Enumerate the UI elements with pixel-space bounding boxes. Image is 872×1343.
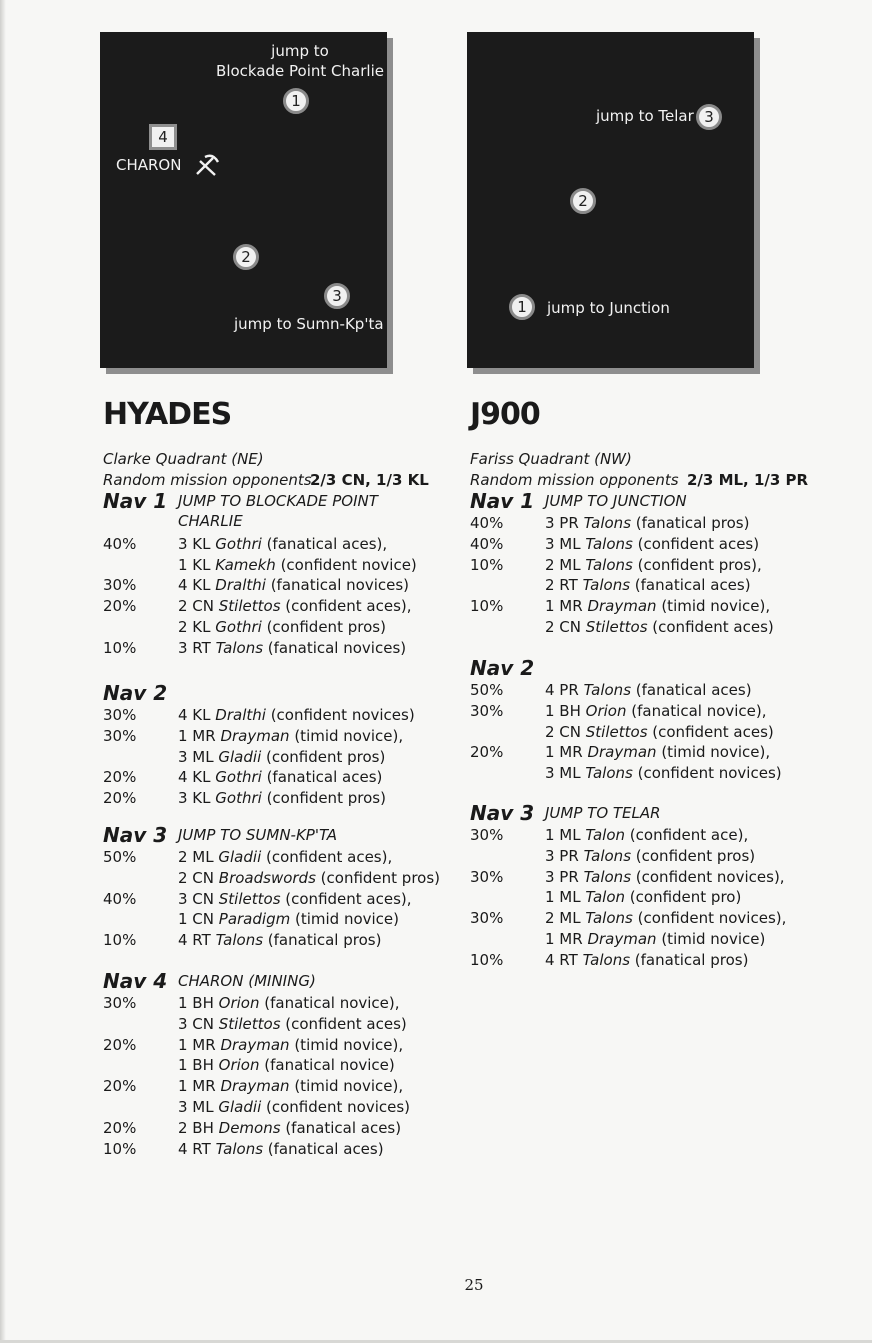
pilot-skill: (timid novice), xyxy=(289,726,404,745)
pilot-skill: (timid novice), xyxy=(656,597,771,616)
pilot-skill: (fanatical aces) xyxy=(630,576,751,595)
encounter-chance: 50% xyxy=(470,681,504,699)
ship-class: Talons xyxy=(585,555,633,574)
encounter-line xyxy=(178,767,443,788)
opponents-value: 2/3 CN, 1/3 KL xyxy=(310,471,429,489)
encounter-chance: 30% xyxy=(103,706,137,724)
ship-class: Drayman xyxy=(220,1035,290,1054)
ship-count-faction: 4 KL xyxy=(178,576,216,595)
encounter-line xyxy=(178,747,443,768)
encounter-chance: 10% xyxy=(470,950,504,969)
ship-class: Gothri xyxy=(215,768,262,787)
scan-edge xyxy=(0,0,6,1343)
encounter-chance: 30% xyxy=(103,726,137,745)
j900-jump1-label: jump to Junction xyxy=(547,299,670,317)
ship-count-faction: 3 KL xyxy=(178,789,216,808)
pilot-skill: (confident pros) xyxy=(315,868,441,887)
ship-class: Orion xyxy=(585,701,627,720)
ship-class: Talon xyxy=(585,826,626,844)
ship-count-faction: 1 MR xyxy=(545,929,588,948)
system-title: J900 xyxy=(470,397,540,432)
quadrant-text: Fariss Quadrant (NW) xyxy=(470,450,632,468)
j900-nav-marker-2: 2 xyxy=(570,188,596,214)
ship-class: Drayman xyxy=(587,597,657,616)
hyades-nav-marker-2: 2 xyxy=(233,244,259,270)
nav-title: Nav 2 xyxy=(103,681,168,705)
pilot-skill: (confident aces) xyxy=(632,534,760,553)
ship-class: Talons xyxy=(585,909,633,928)
encounter-chance: 30% xyxy=(470,867,504,886)
ship-count-faction: 1 MR xyxy=(178,1035,221,1054)
ship-count-faction: 2 CN xyxy=(545,617,586,636)
encounter-line xyxy=(178,555,443,576)
ship-count-faction: 1 CN xyxy=(178,910,219,929)
encounter-chance: 30% xyxy=(470,909,504,928)
encounter-line xyxy=(545,887,830,908)
nav-title: Nav 1 xyxy=(103,489,168,513)
encounter-row xyxy=(103,726,443,768)
ship-class: Broadswords xyxy=(218,868,316,887)
ship-count-faction: 1 MR xyxy=(545,743,588,762)
encounter-row xyxy=(103,1118,443,1139)
encounter-line xyxy=(545,701,830,722)
mining-pick-icon xyxy=(194,152,220,178)
encounter-line xyxy=(178,617,443,638)
encounter-line xyxy=(545,825,830,846)
ship-class: Demons xyxy=(218,1118,281,1137)
ship-class: Talons xyxy=(583,514,632,532)
ship-class: Drayman xyxy=(587,743,657,762)
pilot-skill: (fanatical aces) xyxy=(263,1139,384,1158)
opponents-row xyxy=(103,470,443,491)
j900-map xyxy=(467,32,754,368)
ship-class: Gladii xyxy=(218,848,262,866)
ship-class: Stilettos xyxy=(218,889,281,908)
ship-class: Talons xyxy=(582,576,631,595)
j900-section xyxy=(470,394,830,969)
nav-header xyxy=(103,971,443,993)
encounter-chance: 40% xyxy=(103,534,137,553)
encounter-row xyxy=(103,993,443,1035)
opponents-row xyxy=(470,470,830,491)
ship-class: Talon xyxy=(585,888,626,907)
encounter-chance: 20% xyxy=(103,1035,137,1054)
ship-count-faction: 3 CN xyxy=(178,889,219,908)
encounter-line xyxy=(178,1014,443,1035)
encounter-row xyxy=(103,705,443,726)
ship-class: Dralthi xyxy=(215,576,266,595)
ship-count-faction: 3 PR xyxy=(545,514,584,532)
encounter-chance: 40% xyxy=(470,534,504,553)
opponents-value: 2/3 ML, 1/3 PR xyxy=(687,471,809,489)
encounter-chance: 50% xyxy=(103,848,137,866)
ship-count-faction: 2 ML xyxy=(545,909,586,928)
ship-class: Talons xyxy=(583,846,632,865)
ship-class: Talons xyxy=(215,931,264,950)
encounter-row xyxy=(103,1076,443,1118)
ship-class: Dralthi xyxy=(215,706,266,724)
nav-title: Nav 2 xyxy=(470,656,535,680)
nav-block-3 xyxy=(103,825,443,951)
ship-class: Orion xyxy=(218,994,260,1012)
ship-count-faction: 2 ML xyxy=(545,555,586,574)
j900-nav-marker-3: 3 xyxy=(696,104,722,130)
ship-count-faction: 3 ML xyxy=(178,747,219,766)
ship-count-faction: 4 KL xyxy=(178,706,216,724)
encounter-row xyxy=(470,555,830,597)
encounter-row xyxy=(470,596,830,638)
ship-class: Gothri xyxy=(215,789,262,808)
ship-class: Gladii xyxy=(218,747,262,766)
encounter-chance: 30% xyxy=(470,826,504,844)
ship-count-faction: 1 KL xyxy=(178,555,216,574)
hyades-jump3-label: jump to Sumn-Kp'ta xyxy=(234,315,384,333)
pilot-skill: (timid novice) xyxy=(290,910,399,929)
nav-title: Nav 3 xyxy=(470,801,535,825)
ship-count-faction: 1 ML xyxy=(545,826,586,844)
pilot-skill: (confident novices), xyxy=(631,867,785,886)
encounter-line xyxy=(178,889,443,910)
encounter-row xyxy=(103,534,443,576)
ship-count-faction: 3 PR xyxy=(545,846,584,865)
pilot-skill: (confident novices) xyxy=(265,706,415,724)
encounter-row xyxy=(103,1035,443,1077)
nav-block-2 xyxy=(470,658,830,784)
encounter-line xyxy=(178,847,443,868)
encounter-line xyxy=(545,513,830,534)
hyades-nav-marker-3: 3 xyxy=(324,283,350,309)
ship-count-faction: 2 RT xyxy=(545,576,583,595)
encounter-line xyxy=(178,868,443,889)
encounter-line xyxy=(545,596,830,617)
ship-count-faction: 3 CN xyxy=(178,1014,219,1033)
encounter-row xyxy=(103,847,443,889)
encounter-line xyxy=(545,763,830,784)
ship-class: Gothri xyxy=(215,617,262,636)
pilot-skill: (fanatical aces) xyxy=(261,768,383,787)
ship-count-faction: 2 CN xyxy=(178,868,219,887)
pilot-skill: (fanatical aces) xyxy=(280,1118,402,1137)
j900-jump3-label: jump to Telar xyxy=(596,107,694,125)
ship-class: Stilettos xyxy=(218,597,281,616)
encounter-chance: 10% xyxy=(103,638,137,657)
pilot-skill: (confident ace), xyxy=(625,826,749,844)
ship-class: Stilettos xyxy=(585,722,648,741)
pilot-skill: (confident pros) xyxy=(631,846,756,865)
hyades-jump1-label: jump to Blockade Point Charlie xyxy=(216,42,384,80)
hyades-base-label: CHARON xyxy=(116,156,182,174)
encounter-line xyxy=(545,867,830,888)
ship-class: Drayman xyxy=(220,1077,290,1096)
encounter-chance: 30% xyxy=(470,701,504,720)
ship-class: Gladii xyxy=(218,1097,262,1116)
nav-title: Nav 3 xyxy=(103,823,168,847)
nav-block-1 xyxy=(103,491,443,659)
encounter-row xyxy=(470,908,830,950)
nav-block-3 xyxy=(470,803,830,971)
pilot-skill: (confident pros), xyxy=(632,555,762,574)
ship-class: Stilettos xyxy=(218,1014,281,1033)
pilot-skill: (confident aces) xyxy=(647,617,774,636)
quadrant-text: Clarke Quadrant (NE) xyxy=(103,450,264,468)
pilot-skill: (confident pros) xyxy=(261,789,386,808)
encounter-line xyxy=(178,575,443,596)
encounter-line xyxy=(178,726,443,747)
ship-class: Talons xyxy=(585,764,633,783)
ship-count-faction: 3 PR xyxy=(545,867,584,886)
ship-count-faction: 1 MR xyxy=(545,597,588,616)
encounter-chance: 10% xyxy=(103,1139,137,1158)
encounter-row xyxy=(470,513,830,534)
ship-count-faction: 1 BH xyxy=(545,701,586,720)
pilot-skill: (fanatical novices) xyxy=(265,576,410,595)
encounter-line xyxy=(545,929,830,950)
ship-count-faction: 4 KL xyxy=(178,768,216,787)
pilot-skill: (confident pros) xyxy=(261,747,386,766)
nav-header xyxy=(470,491,830,513)
opponents-label: Random mission opponents xyxy=(103,471,312,489)
opponents-label: Random mission opponents xyxy=(470,471,679,489)
encounter-row xyxy=(470,534,830,555)
ship-class: Drayman xyxy=(587,929,657,948)
ship-count-faction: 2 KL xyxy=(178,617,216,636)
encounter-row xyxy=(470,867,830,909)
encounter-row xyxy=(470,701,830,743)
encounter-chance: 30% xyxy=(103,576,137,595)
ship-count-faction: 1 MR xyxy=(178,726,221,745)
ship-count-faction: 3 KL xyxy=(178,534,216,553)
ship-class: Talons xyxy=(215,1139,264,1158)
nav-block-1 xyxy=(470,491,830,638)
ship-class: Talons xyxy=(582,950,631,969)
ship-class: Talons xyxy=(215,638,264,657)
nav-title: Nav 4 xyxy=(103,969,168,993)
encounter-line xyxy=(545,617,830,638)
pilot-skill: (confident novices) xyxy=(632,764,782,783)
encounter-chance: 10% xyxy=(103,931,137,950)
nav-title: Nav 1 xyxy=(470,489,535,513)
encounter-row xyxy=(103,575,443,596)
encounter-row xyxy=(470,680,830,701)
ship-count-faction: 1 BH xyxy=(178,1056,219,1075)
nav-destination: CHARON (MINING) xyxy=(178,972,316,990)
pilot-skill: (confident aces), xyxy=(261,848,393,866)
j900-nav-marker-1: 1 xyxy=(509,294,535,320)
ship-count-faction: 4 RT xyxy=(545,950,583,969)
hyades-base-marker-label: 4 xyxy=(152,127,174,147)
encounter-line xyxy=(178,1035,443,1056)
encounter-line xyxy=(178,1076,443,1097)
encounter-line xyxy=(178,705,443,726)
ship-class: Talons xyxy=(583,681,632,699)
encounter-line xyxy=(178,930,443,951)
encounter-row xyxy=(470,950,830,971)
encounter-row xyxy=(103,788,443,809)
encounter-chance: 20% xyxy=(470,743,504,762)
encounter-chance: 40% xyxy=(470,514,504,532)
encounter-row xyxy=(103,1139,443,1160)
encounter-chance: 20% xyxy=(103,768,137,787)
nav-header xyxy=(470,658,830,680)
encounter-chance: 40% xyxy=(103,889,137,908)
encounter-line xyxy=(178,596,443,617)
encounter-line xyxy=(545,846,830,867)
encounter-line xyxy=(178,638,443,659)
pilot-skill: (fanatical pros) xyxy=(630,950,749,969)
encounter-line xyxy=(545,908,830,929)
nav-block-4 xyxy=(103,971,443,1159)
encounter-row xyxy=(103,930,443,951)
pilot-skill: (fanatical aces) xyxy=(631,681,752,699)
encounter-chance: 10% xyxy=(470,597,504,616)
nav-destination: JUMP TO JUNCTION xyxy=(545,492,687,510)
pilot-skill: (fanatical aces), xyxy=(261,534,388,553)
ship-class: Stilettos xyxy=(585,617,648,636)
pilot-skill: (fanatical pros) xyxy=(631,514,750,532)
encounter-row xyxy=(103,638,443,659)
encounter-row xyxy=(103,767,443,788)
pilot-skill: (fanatical novice), xyxy=(259,994,400,1012)
nav-block-2 xyxy=(103,683,443,809)
encounter-line xyxy=(178,1097,443,1118)
encounter-line xyxy=(178,534,443,555)
hyades-nav-marker-1: 1 xyxy=(283,88,309,114)
encounter-row xyxy=(470,825,830,867)
ship-count-faction: 1 ML xyxy=(545,888,586,907)
encounter-chance: 20% xyxy=(103,1118,137,1137)
ship-count-faction: 3 ML xyxy=(178,1097,219,1116)
encounter-line xyxy=(545,534,830,555)
encounter-line xyxy=(178,788,443,809)
pilot-skill: (confident novices) xyxy=(261,1097,411,1116)
pilot-skill: (confident aces) xyxy=(647,722,774,741)
nav-header xyxy=(103,825,443,847)
pilot-skill: (timid novice), xyxy=(656,743,771,762)
ship-count-faction: 2 ML xyxy=(178,848,219,866)
ship-count-faction: 2 CN xyxy=(178,597,219,616)
encounter-row xyxy=(103,889,443,931)
nav-header xyxy=(103,683,443,705)
ship-count-faction: 4 PR xyxy=(545,681,584,699)
pilot-skill: (timid novice), xyxy=(289,1077,404,1096)
ship-count-faction: 3 ML xyxy=(545,534,586,553)
pilot-skill: (fanatical novice), xyxy=(626,701,767,720)
encounter-chance: 10% xyxy=(470,555,504,574)
pilot-skill: (fanatical novices) xyxy=(263,638,407,657)
page-number: 25 xyxy=(464,1276,484,1294)
system-title: HYADES xyxy=(103,397,232,432)
encounter-line xyxy=(178,1118,443,1139)
ship-class: Talons xyxy=(583,867,632,886)
encounter-chance: 20% xyxy=(103,1077,137,1096)
pilot-skill: (timid novice) xyxy=(656,929,766,948)
encounter-line xyxy=(178,993,443,1014)
nav-header xyxy=(470,803,830,825)
ship-class: Kamekh xyxy=(215,555,276,574)
nav-destination: JUMP TO TELAR xyxy=(545,804,661,822)
encounter-chance: 20% xyxy=(103,597,137,616)
ship-class: Drayman xyxy=(220,726,290,745)
ship-count-faction: 3 RT xyxy=(178,638,216,657)
encounter-row xyxy=(103,596,443,638)
ship-count-faction: 2 BH xyxy=(178,1118,219,1137)
ship-class: Gothri xyxy=(215,534,262,553)
nav-header xyxy=(103,489,443,530)
pilot-skill: (confident novices), xyxy=(632,909,787,928)
hyades-base-marker-4 xyxy=(149,124,177,150)
encounter-line xyxy=(178,1055,443,1076)
ship-count-faction: 1 BH xyxy=(178,994,219,1012)
hyades-section xyxy=(103,394,443,1158)
ship-class: Talons xyxy=(585,534,633,553)
ship-count-faction: 3 ML xyxy=(545,764,586,783)
ship-class: Paradigm xyxy=(218,910,291,929)
ship-count-faction: 2 CN xyxy=(545,722,586,741)
pilot-skill: (fanatical pros) xyxy=(263,931,382,950)
pilot-skill: (confident pro) xyxy=(625,888,742,907)
pilot-skill: (confident aces), xyxy=(280,889,412,908)
pilot-skill: (timid novice), xyxy=(289,1035,404,1054)
encounter-line xyxy=(545,950,830,971)
nav-destination: JUMP TO SUMN-KP'TA xyxy=(178,826,338,844)
pilot-skill: (confident aces), xyxy=(280,597,412,616)
ship-count-faction: 4 RT xyxy=(178,931,216,950)
encounter-line xyxy=(545,555,830,576)
nav-destination: JUMP TO BLOCKADE POINT CHARLIE xyxy=(178,492,378,530)
ship-count-faction: 4 RT xyxy=(178,1139,216,1158)
pilot-skill: (fanatical novice) xyxy=(259,1056,395,1075)
encounter-line xyxy=(178,1139,443,1160)
encounter-line xyxy=(545,722,830,743)
ship-class: Orion xyxy=(218,1056,260,1075)
encounter-line xyxy=(545,680,830,701)
encounter-chance: 30% xyxy=(103,994,137,1012)
encounter-line xyxy=(545,575,830,596)
pilot-skill: (confident aces) xyxy=(280,1014,407,1033)
hyades-map xyxy=(100,32,387,368)
pilot-skill: (confident pros) xyxy=(261,617,386,636)
encounter-row xyxy=(470,742,830,784)
pilot-skill: (confident novice) xyxy=(275,555,417,574)
encounter-line xyxy=(545,742,830,763)
ship-count-faction: 1 MR xyxy=(178,1077,221,1096)
encounter-line xyxy=(178,909,443,930)
encounter-chance: 20% xyxy=(103,789,137,808)
